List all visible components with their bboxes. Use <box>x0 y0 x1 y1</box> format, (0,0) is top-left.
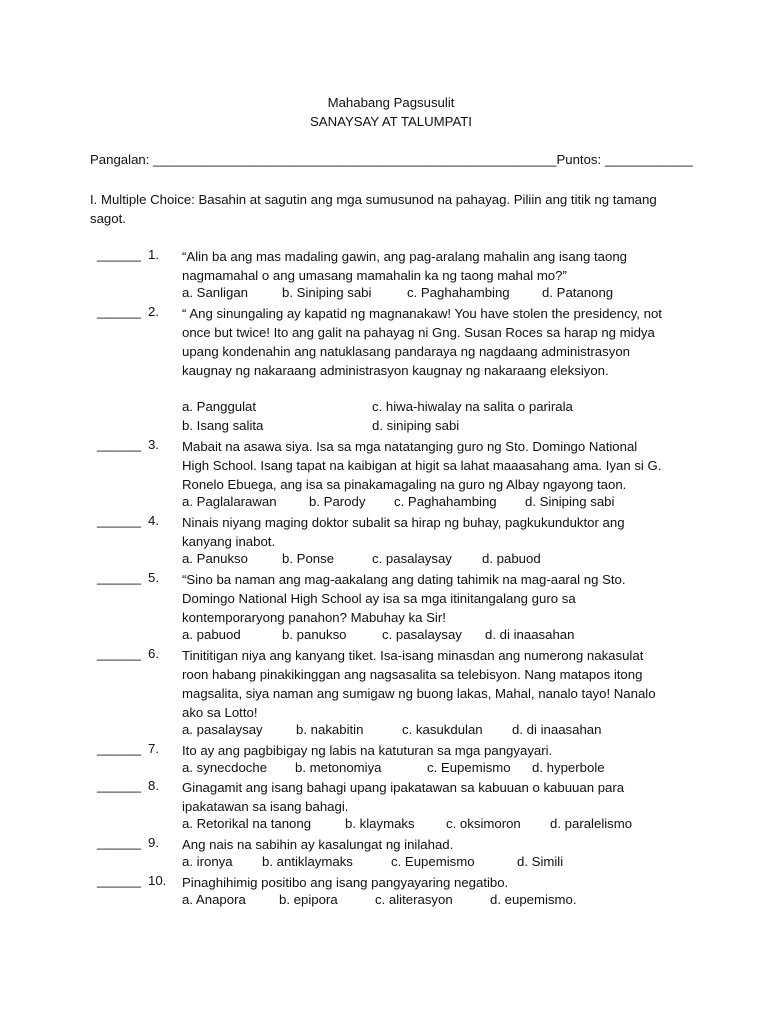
option: b. Parody <box>309 494 366 509</box>
question-number: 10. <box>148 873 167 888</box>
answer-blank[interactable]: ______ <box>97 513 142 528</box>
option: b. metonomiya <box>295 760 382 775</box>
option: c. oksimoron <box>446 816 521 831</box>
option: b. epipora <box>279 892 338 907</box>
question-stem: “Alin ba ang mas madaling gawin, ang pag-aralang mahalin ang isang taong nagmamahal o ang umasang mamahalin ka ng taong mahal mo?” <box>182 249 628 283</box>
option: b. Siniping sabi <box>282 285 372 300</box>
instructions: I. Multiple Choice: Basahin at sagutin ang mga sumusunod na pahayag. Piliin ang titik ng tamang sagot. <box>90 192 657 226</box>
question-stem: Ito ay ang pagbibigay ng labis na katuturan sa mga pangyayari. <box>182 743 553 758</box>
question-stem: Tinititigan niya ang kanyang tiket. Isa-isang minasdan ang numerong nakasulat roon habang pinakikinggan ang nagsasalita sa telebisyon. Nang matapos itong magsalita, siya naman ang sumigaw ng buong lakas, Mahal, nanalo tayo! Nanalo ako sa Lotto! <box>182 648 656 720</box>
option: d. paralelismo <box>550 816 633 831</box>
option: d. siniping sabi <box>372 418 460 433</box>
option: d. Siniping sabi <box>525 494 615 509</box>
option: c. aliterasyon <box>375 892 453 907</box>
options-row <box>182 285 702 304</box>
option: d. di inaasahan <box>512 722 602 737</box>
question-stem: Ninais niyang maging doktor subalit sa hirap ng buhay, pagkukunduktor ang kanyang inabot. <box>182 515 625 549</box>
option: b. Isang salita <box>182 418 264 433</box>
question-stem: Pinaghihimig positibo ang isang pangyayaring negatibo. <box>182 875 509 890</box>
question-number: 7. <box>148 741 159 756</box>
options-grid <box>182 399 702 437</box>
question-number: 2. <box>148 304 159 319</box>
option: c. Eupemismo <box>427 760 511 775</box>
question-stem: “Sino ba naman ang mag-aakalang ang dating tahimik na mag-aaral ng Sto. Domingo National High School ay isa sa mga itinitangalang guro sa kontemporaryong panahon? Mabuhay ka Sir! <box>182 572 626 625</box>
option: a. Anapora <box>182 892 246 907</box>
option: b. antiklaymaks <box>262 854 353 869</box>
question-number: 8. <box>148 778 159 793</box>
option: d. eupemismo. <box>490 892 577 907</box>
option: a. pabuod <box>182 627 241 642</box>
option: c. pasalaysay <box>372 551 452 566</box>
options-row <box>182 627 702 646</box>
option: c. Paghahambing <box>407 285 510 300</box>
option: d. hyperbole <box>532 760 605 775</box>
question-number: 5. <box>148 570 159 585</box>
option: c. pasalaysay <box>382 627 462 642</box>
options-row <box>182 722 702 741</box>
option: b. panukso <box>282 627 347 642</box>
question-number: 3. <box>148 437 159 452</box>
option: d. pabuod <box>482 551 541 566</box>
option: c. kasukdulan <box>402 722 483 737</box>
question-number: 4. <box>148 513 159 528</box>
question-stem: Ginagamit ang isang bahagi upang ipakatawan sa kabuuan o kabuuan para ipakatawan sa isang bahagi. <box>182 780 625 814</box>
options-row <box>182 816 702 835</box>
option: d. Patanong <box>542 285 614 300</box>
option: b. nakabitin <box>296 722 364 737</box>
option: d. Simili <box>517 854 564 869</box>
option: a. Panukso <box>182 551 248 566</box>
question-stem: Mabait na asawa siya. Isa sa mga natatanging guro ng Sto. Domingo National High School. Isang tapat na kaibigan at higit sa lahat maaasahang ama. Iyan si G. Ronelo Ebuega, ang isa sa pinakamagaling na guro ng Albay ngayong taon. <box>182 439 662 492</box>
exam-title: Mahabang Pagsusulit <box>327 95 455 110</box>
options-row <box>182 760 702 779</box>
option: a. Panggulat <box>182 399 257 414</box>
option: a. synecdoche <box>182 760 268 775</box>
option: a. Sanligan <box>182 285 248 300</box>
option: a. Retorikal na tanong <box>182 816 312 831</box>
answer-blank[interactable]: ______ <box>97 570 142 585</box>
option: c. hiwa-hiwalay na salita o parirala <box>372 399 573 414</box>
name-score-line: Pangalan: _______________________________________________________Puntos: ____________ <box>90 152 693 167</box>
options-row <box>182 494 702 513</box>
question-number: 9. <box>148 835 159 850</box>
answer-blank[interactable]: ______ <box>97 741 142 756</box>
option: a. Paglalarawan <box>182 494 277 509</box>
option: b. klaymaks <box>345 816 415 831</box>
answer-blank[interactable]: ______ <box>97 873 142 888</box>
answer-blank[interactable]: ______ <box>97 247 142 262</box>
options-row <box>182 854 702 873</box>
option: c. Paghahambing <box>394 494 497 509</box>
question-stem: Ang nais na sabihin ay kasalungat ng inilahad. <box>182 837 454 852</box>
answer-blank[interactable]: ______ <box>97 304 142 319</box>
answer-blank[interactable]: ______ <box>97 437 142 452</box>
answer-blank[interactable]: ______ <box>97 778 142 793</box>
option: d. di inaasahan <box>485 627 575 642</box>
option: c. Eupemismo <box>391 854 475 869</box>
options-row <box>182 892 702 911</box>
answer-blank[interactable]: ______ <box>97 646 142 661</box>
question-stem: “ Ang sinungaling ay kapatid ng magnanakaw! You have stolen the presidency, not once but twice! Ito ang galit na pahayag ni Gng. Susan Roces sa harap ng midya upang kondenahin ang natuklasang pandaraya ng nagdaang administrasyon kaugnay ng nakaraang administrasyon kaugnay ng nakaraang eleksiyon. <box>182 306 662 378</box>
option: a. ironya <box>182 854 233 869</box>
options-row <box>182 551 702 570</box>
option: a. pasalaysay <box>182 722 263 737</box>
question-number: 6. <box>148 646 159 661</box>
exam-subtitle: SANAYSAY AT TALUMPATI <box>310 114 472 129</box>
answer-blank[interactable]: ______ <box>97 835 142 850</box>
option: b. Ponse <box>282 551 335 566</box>
question-number: 1. <box>148 247 159 262</box>
